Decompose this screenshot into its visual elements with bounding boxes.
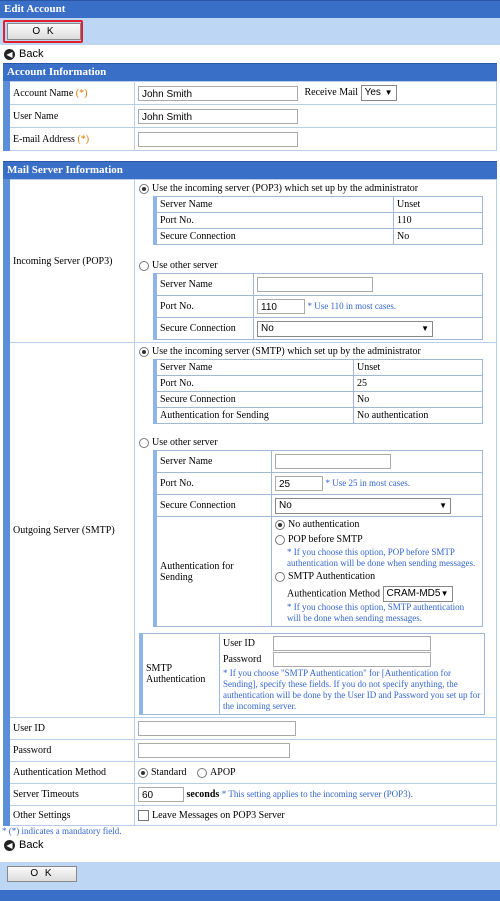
incoming-admin-radio[interactable] bbox=[139, 184, 149, 194]
account-name-input[interactable]: John Smith bbox=[138, 86, 298, 101]
ok-button-top[interactable]: O K bbox=[7, 23, 81, 40]
incoming-other-table: Server Name Port No. 110 * Use 110 in most cases. Secure Connection No ▼ bbox=[153, 273, 483, 340]
auth-method-select[interactable]: CRAM-MD5 ▼ bbox=[383, 586, 453, 602]
smtp-auth-label: SMTP Authentication bbox=[141, 634, 220, 715]
leave-messages-checkbox[interactable] bbox=[138, 810, 149, 821]
timeout-label: Server Timeouts bbox=[7, 784, 135, 806]
mandatory-note: * (*) indicates a mandatory field. bbox=[2, 826, 122, 836]
auth-none-radio[interactable] bbox=[275, 520, 285, 530]
incoming-other-radio[interactable] bbox=[139, 261, 149, 271]
outgoing-other-table: Server Name Port No. 25 * Use 25 in most cases. Secure Connection No ▼ Authentication for Sending No authentication POP before SMTP * If you choose this option, POP before SMTP authentication will be done when sending messages. SMTP Authentication Authentication Method CRAM-MD5 ▼ * If you choose this option, SMTP authentication will be done when sending messages. bbox=[153, 450, 483, 627]
incoming-port-input[interactable]: 110 bbox=[257, 299, 305, 314]
ok-button-bottom[interactable]: O K bbox=[7, 866, 77, 882]
bottom-toolbar bbox=[0, 862, 500, 901]
incoming-server-name-input[interactable] bbox=[257, 277, 373, 292]
incoming-admin-table: Server Name Unset Port No. 110 Secure Connection No bbox=[153, 196, 483, 245]
auth-smtp-radio[interactable] bbox=[275, 572, 285, 582]
back-arrow-icon: ◀ bbox=[4, 49, 15, 60]
other-settings-label: Other Settings bbox=[7, 806, 135, 826]
receive-mail-label: Receive Mail bbox=[304, 87, 359, 99]
user-name-label: User Name bbox=[7, 105, 135, 128]
smtp-userid-input[interactable] bbox=[273, 636, 431, 651]
user-name-input[interactable]: John Smith bbox=[138, 109, 298, 124]
chevron-down-icon: ▼ bbox=[440, 589, 449, 598]
outgoing-secure-select[interactable]: No ▼ bbox=[275, 498, 451, 514]
outgoing-other-radio[interactable] bbox=[139, 438, 149, 448]
incoming-secure-select[interactable]: No ▼ bbox=[257, 321, 433, 337]
account-info-header: Account Information bbox=[3, 63, 497, 81]
chevron-down-icon: ▼ bbox=[439, 500, 447, 510]
account-info-table bbox=[3, 81, 497, 151]
outgoing-server-label: Outgoing Server (SMTP) bbox=[7, 343, 135, 718]
auth-apop-radio[interactable] bbox=[197, 768, 207, 778]
chevron-down-icon: ▼ bbox=[421, 323, 429, 333]
mail-server-table: Incoming Server (POP3) Use the incoming server (POP3) which set up by the administrator Server Name Unset Port No. 110 Secure Connection No Use other server Server Name Port No. 110 * Use 110 in most cases. Secure Connection No ▼ Outgoing Server (SMTP) Use the incoming server (SMTP) which set up by the administrator Server Name Unset Port No. 25 Secure Connection No Authentication for Sending No authentication Use other server Server Name Port No. 25 * Use 25 in most cases. Secure Connection No ▼ Authentication for Sending No authentication POP before SMTP * If you choose this option, POP before SMTP authentication will be done when sending messages. SMTP Authentication Authentication Method CRAM-MD5 ▼ * If you choose this option, SMTP authentication will be done when sending messages. SMTP Authentication User ID Password * If you choose "SMTP Authentication" for [Authentication for Sending], specify these fields. If you do not specify anything, the authentication will be done by the User ID and Password you set up for the incoming server. User ID Password Authentication Method Standard APOP Server Timeouts 60 seconds * This setting applies to the incoming server (POP3). Other Settings Leave Messages on POP3 Server bbox=[3, 179, 497, 826]
chevron-down-icon: ▼ bbox=[384, 88, 393, 97]
user-id-label: User ID bbox=[7, 718, 135, 740]
email-label: E-mail Address (*) bbox=[7, 128, 135, 151]
incoming-server-label: Incoming Server (POP3) bbox=[7, 180, 135, 343]
timeout-input[interactable]: 60 bbox=[138, 787, 184, 802]
account-name-label: Account Name (*) bbox=[7, 82, 135, 105]
outgoing-server-name-input[interactable] bbox=[275, 454, 391, 469]
user-id-input[interactable] bbox=[138, 721, 296, 736]
outgoing-admin-radio[interactable] bbox=[139, 347, 149, 357]
auth-standard-radio[interactable] bbox=[138, 768, 148, 778]
auth-method-label: Authentication Method bbox=[7, 762, 135, 784]
back-link-bottom[interactable]: ◀ Back bbox=[0, 837, 500, 853]
email-input[interactable] bbox=[138, 132, 298, 147]
outgoing-port-input[interactable]: 25 bbox=[275, 476, 323, 491]
password-label: Password bbox=[7, 740, 135, 762]
mail-server-header: Mail Server Information bbox=[3, 161, 497, 179]
password-input[interactable] bbox=[138, 743, 290, 758]
receive-mail-select[interactable]: Yes ▼ bbox=[361, 85, 397, 101]
top-toolbar bbox=[0, 18, 500, 45]
footer-bar bbox=[0, 890, 500, 901]
smtp-password-input[interactable] bbox=[273, 652, 431, 667]
back-arrow-icon: ◀ bbox=[4, 840, 15, 851]
outgoing-admin-table: Server Name Unset Port No. 25 Secure Connection No Authentication for Sending No authentication bbox=[153, 359, 483, 424]
auth-pop-radio[interactable] bbox=[275, 535, 285, 545]
back-link-top[interactable]: ◀ Back bbox=[0, 45, 500, 63]
smtp-auth-table: SMTP Authentication User ID Password * If you choose "SMTP Authentication" for [Authentication for Sending], specify these fields. If you do not specify anything, the authentication will be done by the User ID and Password you set up for the incoming server. bbox=[139, 633, 485, 715]
page-title: Edit Account bbox=[0, 0, 500, 18]
